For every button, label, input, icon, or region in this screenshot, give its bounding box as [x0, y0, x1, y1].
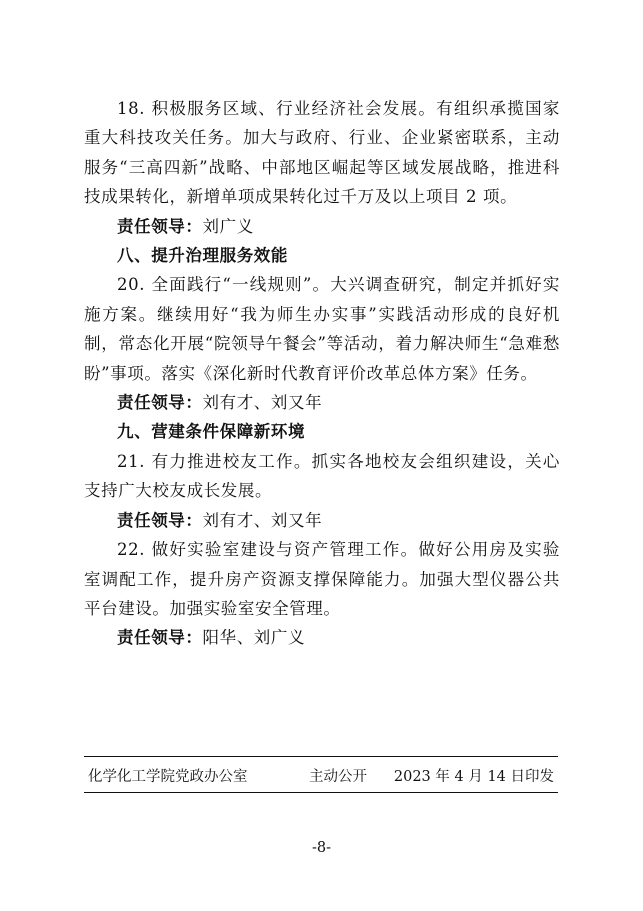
- responsible-leader-names: 阳华、刘广义: [202, 628, 306, 648]
- section-heading-9: 九、营建条件保障新环境: [117, 422, 306, 442]
- paragraph-item-18: 18. 积极服务区域、行业经济社会发展。有组织承揽国家重大科技攻关任务。加大与政府、行业、企业紧密联系，主动服务“三高四新”战略、中部地区崛起等区域发展战略，推进科技成果转化，新增单项成果转化过千万及以上项目 2 项。: [84, 99, 560, 207]
- responsible-leader-label: 责任领导：: [117, 393, 203, 413]
- document-body: [84, 94, 560, 653]
- disclosure-mode: 主动公开: [309, 769, 367, 785]
- responsible-leader-names: 刘有才、刘又年: [202, 393, 323, 413]
- paragraph-item-21: 21. 有力推进校友工作。抓实各地校友会组织建设，关心支持广大校友成长发展。: [84, 451, 560, 501]
- responsible-leader-names: 刘广义: [202, 216, 254, 236]
- responsible-leader-names: 刘有才、刘又年: [202, 510, 323, 530]
- issuing-organization: 化学化工学院党政办公室: [88, 769, 248, 785]
- responsible-leader-line: [84, 388, 560, 417]
- responsible-leader-label: 责任领导：: [117, 510, 203, 530]
- responsible-leader-line: [84, 506, 560, 535]
- responsible-leader-line: [84, 623, 560, 652]
- responsible-leader-label: 责任领导：: [117, 628, 203, 648]
- issue-date: 2023 年 4 月 14 日印发: [393, 769, 554, 785]
- section-heading-8: 八、提升治理服务效能: [117, 246, 288, 266]
- paragraph-item-22: 22. 做好实验室建设与资产管理工作。做好公用房及实验室调配工作，提升房产资源支撑保障能力。加强大型仪器公共平台建设。加强实验室安全管理。: [84, 540, 560, 618]
- page-number: -8-: [311, 840, 332, 856]
- document-footer: [84, 756, 558, 793]
- responsible-leader-label: 责任领导：: [117, 216, 203, 236]
- paragraph-item-20: 20. 全面践行“一线规则”。大兴调查研究，制定并抓好实施方案。继续用好“我为师生办实事”实践活动形成的良好机制，常态化开展“院领导午餐会”等活动，着力解决师生“急难愁盼”事项。落实《深化新时代教育评价改革总体方案》任务。: [84, 275, 560, 383]
- responsible-leader-line: [84, 212, 560, 241]
